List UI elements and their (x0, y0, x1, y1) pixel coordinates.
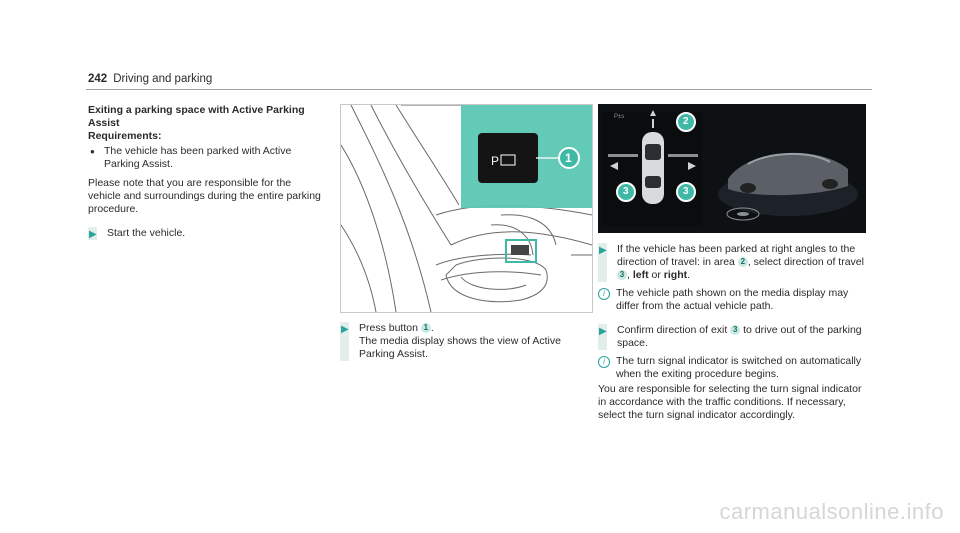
page-header (88, 73, 212, 85)
note-text: The turn signal indicator is switched on automatically when the exiting procedure begins. (616, 355, 862, 380)
requirement-text: The vehicle has been parked with Active Parking Assist. (104, 145, 292, 170)
header-rule (86, 89, 872, 90)
step-text: Confirm direction of exit (617, 324, 728, 336)
step-end: . (687, 269, 691, 281)
media-display-illustration (598, 104, 866, 233)
callout-ref-2: 2 (738, 257, 748, 267)
step-marker (88, 227, 97, 240)
figure-center-console (340, 104, 593, 313)
callout-3-left-label: 3 (623, 186, 629, 197)
callout-2-label: 2 (683, 116, 689, 127)
media-label: P±s (614, 114, 625, 120)
callout-ref-3: 3 (730, 325, 740, 335)
step-text-cont: , select direction of travel (747, 256, 864, 268)
play-arrow-icon: ▶ (341, 324, 349, 335)
requirements-label: Requirements: (88, 130, 162, 142)
info-icon: i (598, 356, 610, 368)
notice-paragraph: Please note that you are responsible for the vehicle and surroundings during the entire parking procedure. (88, 177, 321, 215)
step-punct: . (430, 322, 434, 334)
play-arrow-icon: ▶ (599, 326, 607, 337)
section-title: Driving and parking (113, 73, 213, 85)
car-top-view (642, 132, 664, 204)
step-text: Press button (359, 322, 418, 334)
requirement-item (88, 145, 323, 171)
column-2 (340, 322, 590, 361)
callout-ref-3: 3 (617, 270, 627, 280)
step-text: If the vehicle has been parked at right angles to the direction of travel: in area (617, 243, 856, 268)
note-text: The vehicle path shown on the media display may differ from the actual vehicle path. (616, 287, 849, 312)
page-number: 242 (88, 73, 108, 85)
section-heading: Exiting a parking space with Active Parking Assist (88, 104, 305, 129)
svg-text:P: P (491, 154, 500, 168)
step-confirm-exit (598, 324, 866, 350)
step-punct: , (627, 269, 630, 281)
step-select-direction (598, 243, 866, 282)
step-or: or (651, 269, 661, 281)
step-marker (340, 322, 349, 361)
info-icon: i (598, 288, 610, 300)
step-text-cont: to drive out of the parking space. (617, 324, 862, 349)
play-arrow-icon: ▶ (89, 229, 97, 240)
column-3 (598, 243, 866, 422)
figure-media-display (598, 104, 866, 233)
step-start-vehicle (88, 227, 323, 240)
watermark: carmanualsonline.info (719, 499, 944, 524)
option-right: right (663, 269, 688, 281)
note-vehicle-path (598, 287, 866, 313)
bullet-icon: ● (90, 147, 95, 156)
center-console-illustration (341, 105, 592, 312)
step-result-text: The media display shows the view of Active Parking Assist. (359, 335, 561, 360)
parking-button-zoom (478, 133, 538, 183)
note-turn-signal (598, 355, 866, 381)
play-arrow-icon: ▶ (599, 245, 607, 256)
callout-label: 1 (565, 151, 572, 165)
option-left: left (632, 269, 649, 281)
callout-3-right-label: 3 (683, 186, 689, 197)
column-1 (88, 104, 323, 240)
step-text: Start the vehicle. (107, 227, 186, 239)
step-marker (598, 324, 607, 350)
callout-ref-1: 1 (421, 323, 431, 333)
step-marker (598, 243, 607, 282)
step-press-button (340, 322, 590, 361)
responsibility-paragraph: You are responsible for selecting the turn signal indicator in accordance with the traffic conditions. If necessary, select the turn signal indicator accordingly. (598, 383, 862, 421)
